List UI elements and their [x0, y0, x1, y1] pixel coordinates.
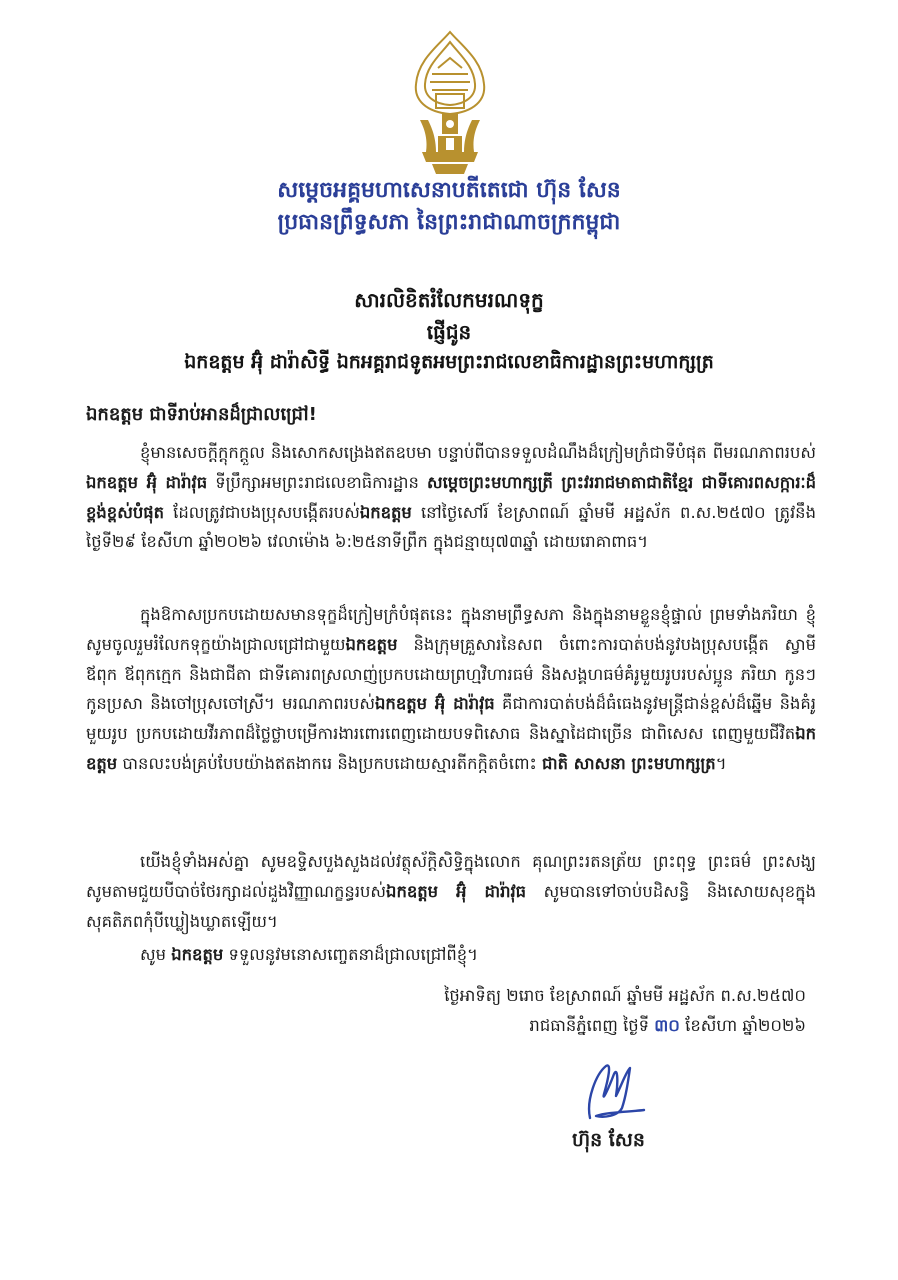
- signer-name: ហ៊ុន សែន: [572, 1129, 645, 1151]
- paragraph-2: ក្នុងឱកាសប្រកបដោយសមានទុក្ខដ៏ក្រៀមក្រំបំផុតនេះ ក្នុងនាមព្រឹទ្ធសភា និងក្នុងនាមខ្លួនខ្ញុំផ្ទាល់ ព្រមទាំងភរិយា ខ្ញុំសូមចូលរួមរំលែកទុក្ខយ៉ាងជ្រាលជ្រៅជាមួយឯកឧត្តម និងក្រុមគ្រួសារនៃសព ចំពោះការបាត់បង់នូវបងប្រុសបង្កើត ស្វាមី ឪពុក ឪពុកក្មេក និងជាជីតា ជាទីគោរពស្រលាញ់ប្រកបដោយព្រហ្មវិហារធម៌ និងសង្គហធម៌គំរូមួយរូបរបស់ប្អូន ភរិយា កូនៗ កូនប្រសា និងចៅប្រុសចៅស្រី។ មរណភាពរបស់ឯកឧត្តម អ៊ុំ ដារ៉ាវុធ គឺជាការបាត់បង់ដ៏ធំធេងនូវមន្ត្រីជាន់ខ្ពស់ដ៏ឆ្នើម និងគំរូមួយរូប ប្រកបដោយវីរភាពដ៏ថ្លៃថ្លាបម្រើការងារពោរពេញដោយបទពិសោធ និងស្នាដៃជាច្រើន ជាពិសេស ពេញមួយជីវិតឯកឧត្តម បានលះបង់គ្រប់បែបយ៉ាងឥតងាករេ និងប្រកបដោយស្មារតីកក្កិតចំពោះ ជាតិ សាសនា ព្រះមហាក្សត្រ។: [86, 605, 816, 773]
- handwritten-signature-icon: [578, 1060, 648, 1122]
- handwritten-day: ៣០: [654, 1016, 680, 1035]
- solar-date: រាជធានីភ្នំពេញ ថ្ងៃទី ៣០ ខែសីហា ឆ្នាំ២០២៦: [529, 1016, 806, 1035]
- sent-to-label: ផ្ញើជូន: [426, 320, 472, 344]
- paragraph-1: ខ្ញុំមានសេចក្តីក្តុកក្តួល និងសោកសង្រេងឥតឧបមា បន្ទាប់ពីបានទទួលដំណឹងដ៏ក្រៀមក្រំជាទីបំផុត ពីមរណភាពរបស់ឯកឧត្តម អ៊ុំ ដារ៉ាវុធ ទីប្រឹក្សាអមព្រះរាជលេខាធិការដ្ឋាន សម្តេចព្រះមហាក្សត្រី ព្រះវររាជមាតាជាតិខ្មែរ ជាទីគោរពសក្ការៈដ៏ខ្ពង់ខ្ពស់បំផុត ដែលត្រូវជាបងប្រុសបង្កើតរបស់ឯកឧត្តម នៅថ្ងៃសៅរ៍ ខែស្រាពណ៍ ឆ្នាំមមី អដ្ឋស័ក ព.ស.២៥៧០ ត្រូវនឹងថ្ងៃទី២៩ ខែសីហា ឆ្នាំ២០២៦ វេលាម៉ោង ៦:២៥នាទីព្រឹក ក្នុងជន្មាយុ៧៣ឆ្នាំ ដោយរោគាពាធ។: [86, 443, 816, 552]
- paragraph-4: សូម ឯកឧត្តម ទទួលនូវមនោសញ្ចេតនាដ៏ជ្រាលជ្រៅពីខ្ញុំ។: [140, 945, 478, 964]
- header-name: សម្តេចអគ្គមហាសេនាបតីតេជោ ហ៊ុន សែន: [277, 178, 621, 203]
- royal-government-emblem-icon: [402, 28, 498, 178]
- header-position: ប្រធានព្រឹទ្ធសភា នៃព្រះរាជាណាចក្រកម្ពុជា: [277, 210, 621, 235]
- paragraph-3: យើងខ្ញុំទាំងអស់គ្នា សូមឧទ្ទិសបួងសួងដល់វត្ថុស័ក្តិសិទ្ធិក្នុងលោក គុណព្រះរតនត្រ័យ ព្រះពុទ្ធ ព្រះធម៌ ព្រះសង្ឃ សូមតាមជួយបីបាច់ថែរក្សាដល់ដួងវិញ្ញាណក្ខន្ធរបស់ឯកឧត្តម អ៊ុំ ដារ៉ាវុធ សូមបានទៅចាប់បដិសន្ធិ និងសោយសុខក្នុងសុគតិភពកុំបីឃ្លៀងឃ្លាតឡើយ។: [86, 852, 816, 931]
- salutation: ឯកឧត្តម ជាទីរាប់អានដ៏ជ្រាលជ្រៅ!: [86, 404, 317, 425]
- recipient-line: ឯកឧត្តម អ៊ុំ ដារ៉ាសិទ្ធី ឯកអគ្គរាជទូតអមព្រះរាជលេខាធិការដ្ឋានព្រះមហាក្សត្រ: [184, 351, 714, 373]
- letter-title: សារលិខិតរំលែកមរណទុក្ខ: [354, 288, 544, 312]
- lunar-date: ថ្ងៃអាទិត្យ ២រោច ខែស្រាពណ៍ ឆ្នាំមមី អដ្ឋស័ក ព.ស.២៥៧០: [444, 986, 806, 1005]
